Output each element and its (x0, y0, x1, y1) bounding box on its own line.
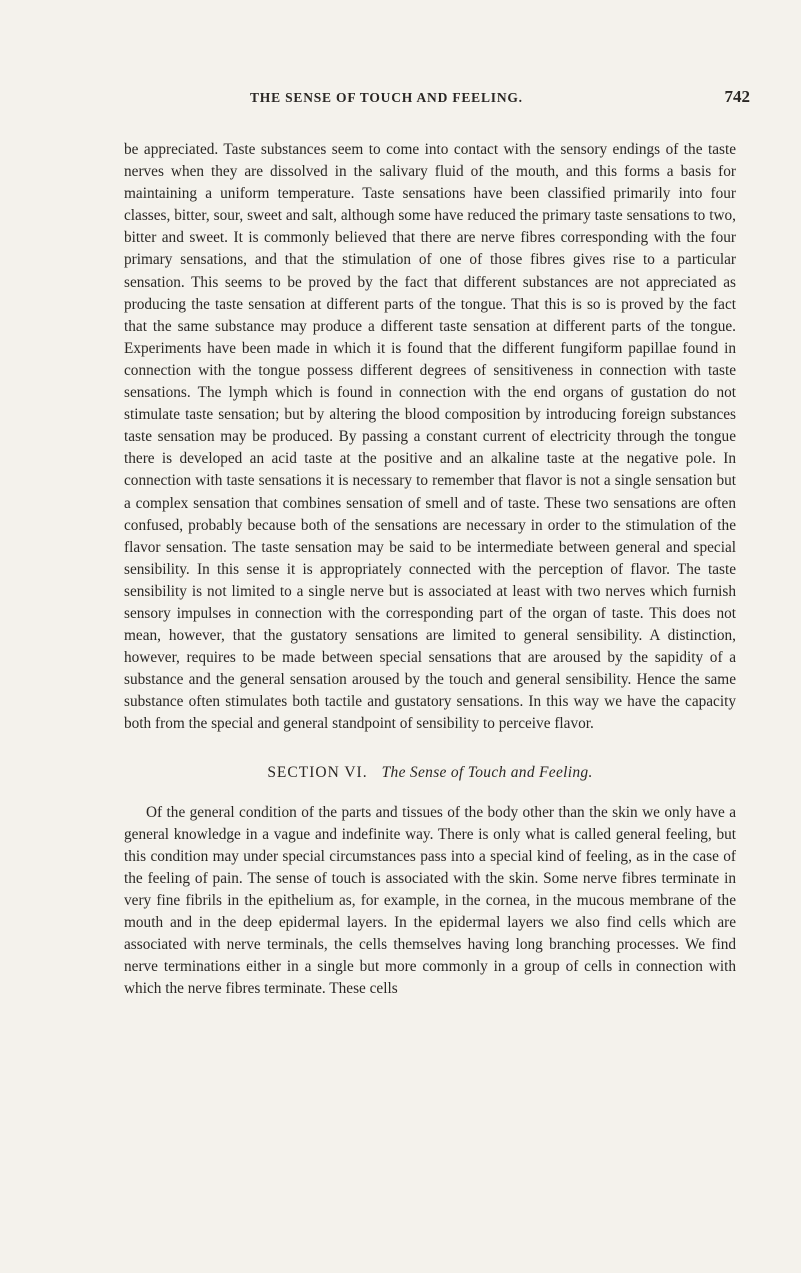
section-heading (124, 762, 736, 784)
running-title: THE SENSE OF TOUCH AND FEELING. (250, 90, 523, 105)
paragraph-touch: Of the general condition of the parts and tissues of the body other than the skin we only have a general knowledge in a vague and indefinite way. There is only what is called general feeling, but this condition may under special circumstances pass into a special kind of feeling, as in the case of the feeling of pain. The sense of touch is associated with the skin. Some nerve fibres terminate in very fine fibrils in the epithelium as, for example, in the cornea, in the mucous membrane of the mouth and in the deep epidermal layers. In the epidermal layers we also find cells which are associated with nerve terminals, the cells themselves having long branching processes. We find nerve terminations either in a single but more commonly in a group of cells in connection with which the nerve fibres terminate. These cells (124, 803, 736, 998)
page-number: 742 (724, 87, 750, 106)
body-text (124, 139, 736, 1000)
paragraph-taste: be appreciated. Taste substances seem to come into contact with the sensory endings of the taste nerves when they are dissolved in the salivary fluid of the mouth, and this forms a basis for maintaining a uniform temperature. Taste sensations have been classified primarily into four classes, bitter, sour, sweet and salt, although some have reduced the primary taste sensations to two, bitter and sweet. It is commonly believed that there are nerve fibres corresponding with the four primary sensations, and that the stimulation of one of those fibres gives rise to a particular sensation. This seems to be proved by the fact that different substances are not appreciated as producing the taste sensation at different parts of the tongue. That this is so is proved by the fact that the same substance may produce a different taste sensation at different parts of the tongue. Experiments have been made in which it is found that the different fungiform papillae found in connection with the tongue possess different degrees of sensitiveness in connection with taste sensations. The lymph which is found in connection with the end organs of gustation do not stimulate taste sensation; but by altering the blood composition by introducing foreign substances taste sensation may be produced. By passing a constant current of electricity through the tongue there is developed an acid taste at the positive and an alkaline taste at the negative pole. In connection with taste sensations it is necessary to remember that flavor is not a single sensation but a complex sensation that combines sensation of smell and of taste. These two sensations are often confused, probably because both of the sensations are necessary in order to the stimulation of the flavor sensation. The taste sensation may be said to be intermediate between general and special sensibility. In this sense it is appropriately connected with the perception of flavor. The taste sensibility is not limited to a single nerve but is associated at least with two nerves which furnish sensory impulses in connection with the corresponding part of the organ of taste. This does not mean, however, that the gustatory sensations are limited to general sensibility. A distinction, however, requires to be made between special sensations that are aroused by the sapidity of a substance and the general sensation aroused by the touch and general sensibility. Hence the same substance often stimulates both tactile and gustatory sensations. In this way we have the capacity both from the special and general standpoint of sensibility to perceive flavor. (124, 141, 736, 733)
section-title: The Sense of Touch and Feeling. (381, 763, 593, 781)
section-number: SECTION VI. (267, 763, 368, 781)
running-head (250, 87, 750, 110)
